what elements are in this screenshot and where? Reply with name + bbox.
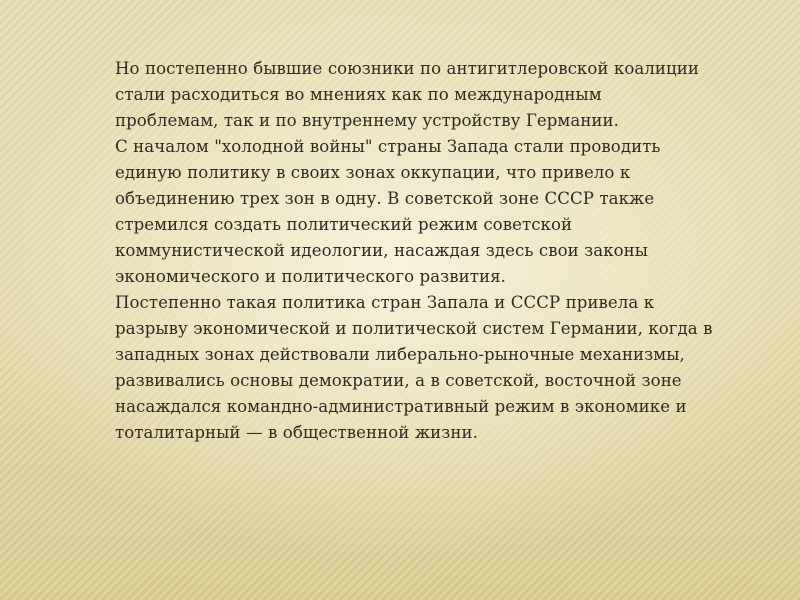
slide-text-block [115, 56, 755, 446]
text-line: тоталитарный — в общественной жизни. [115, 423, 478, 442]
text-line: развивались основы демократии, а в советской, восточной зоне [115, 371, 682, 390]
text-line: Но постепенно бывшие союзники по антигитлеровской коалиции [115, 59, 699, 78]
text-line: западных зонах действовали либерально-рыночные механизмы, [115, 345, 685, 364]
text-line: С началом "холодной войны" страны Запада стали проводить [115, 137, 661, 156]
text-line: стали расходиться во мнениях как по международным [115, 85, 602, 104]
text-line: экономического и политического развития. [115, 267, 506, 286]
text-line: коммунистической идеологии, насаждая здесь свои законы [115, 241, 649, 260]
text-line: Постепенно такая политика стран Запала и СССР привела к [115, 293, 655, 312]
text-line: насаждался командно-административный режим в экономике и [115, 397, 687, 416]
text-line: стремился создать политический режим советской [115, 215, 573, 234]
text-line: проблемам, так и по внутреннему устройству Германии. [115, 111, 619, 130]
text-line: единую политику в своих зонах оккупации, что привело к [115, 163, 631, 182]
text-line: разрыву экономической и политической систем Германии, когда в [115, 319, 713, 338]
text-line: объединению трех зон в одну. В советской зоне СССР также [115, 189, 655, 208]
